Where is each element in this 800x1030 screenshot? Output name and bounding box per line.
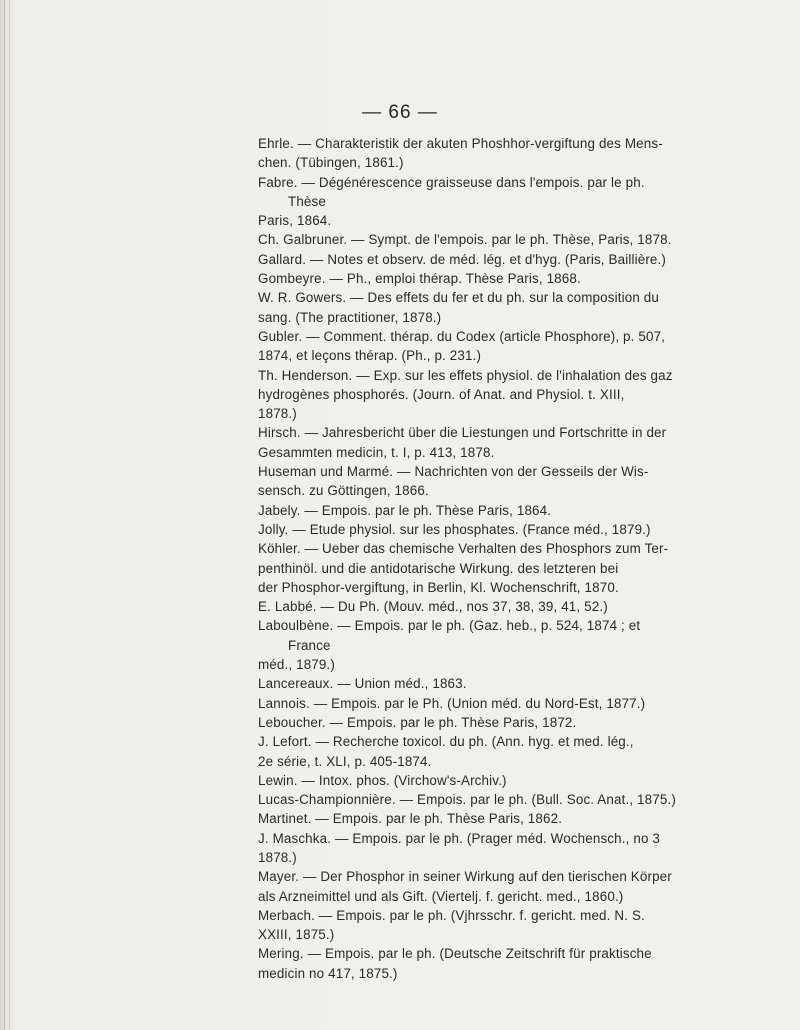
spine-edge	[4, 0, 5, 1030]
entry-line: Lucas-Championnière. — Empois. par le ph. (Bull. Soc. Anat., 1875.)	[258, 792, 676, 808]
entry-line: Martinet. — Empois. par le ph. Thèse Paris, 1862.	[258, 811, 563, 827]
page-number: — 66 —	[362, 102, 438, 123]
bibliography-entry	[258, 539, 678, 597]
entry-line: Lancereaux. — Union méd., 1863.	[258, 676, 467, 692]
bibliography-entry	[258, 694, 678, 713]
entry-line: sang. (The practitioner, 1878.)	[258, 309, 442, 325]
entry-line: Lannois. — Empois. par le Ph. (Union méd. du Nord-Est, 1877.)	[258, 695, 646, 711]
bibliography-entry	[258, 288, 678, 327]
entry-line: Jabely. — Empois. par le ph. Thèse Paris, 1864.	[258, 502, 552, 518]
entry-line: Leboucher. — Empois. par le ph. Thèse Paris, 1872.	[258, 714, 577, 730]
entry-line: 1874, et leçons thérap. (Ph., p. 231.)	[258, 348, 482, 364]
bibliography-entry	[258, 829, 678, 868]
entry-line: Ch. Galbruner. — Sympt. de l'empois. par le ph. Thèse, Paris, 1878.	[258, 232, 672, 248]
entry-line: 1878.)	[258, 406, 297, 422]
bibliography-entry	[258, 269, 678, 288]
entry-line: hydrogènes phosphorés. (Journ. of Anat. and Physiol. t. XIII,	[258, 386, 625, 402]
bibliography-entry	[258, 366, 678, 424]
entry-line: Paris, 1864.	[258, 213, 332, 229]
entry-line: Hirsch. — Jahresbericht über die Liestungen und Fortschritte in der	[258, 425, 667, 441]
entry-line: Köhler. — Ueber das chemische Verhalten des Phosphors zum Ter-	[258, 541, 669, 557]
entry-line: Laboulbène. — Empois. par le ph. (Gaz. heb., p. 524, 1874 ; et France	[258, 618, 641, 653]
entry-line: Th. Henderson. — Exp. sur les effets physiol. de l'inhalation des gaz	[258, 367, 673, 383]
bibliography-entry	[258, 327, 678, 366]
entry-line: XXIII, 1875.)	[258, 927, 335, 943]
bibliography-entry	[258, 867, 678, 906]
bibliography-entry	[258, 674, 678, 693]
entry-line: 2e série, t. XLI, p. 405-1874.	[258, 753, 432, 769]
entry-line: méd., 1879.)	[258, 657, 335, 673]
entry-line: W. R. Gowers. — Des effets du fer et du ph. sur la composition du	[258, 290, 659, 306]
spine-edge-inner	[9, 0, 10, 1030]
entry-line: E. Labbé. — Du Ph. (Mouv. méd., nos 37, 38, 39, 41, 52.)	[258, 599, 608, 615]
bibliography-list	[258, 134, 678, 983]
entry-line: Huseman und Marmé. — Nachrichten von der Gesseils der Wis-	[258, 464, 649, 480]
entry-line: medicin no 417, 1875.)	[258, 965, 398, 981]
bibliography-entry	[258, 809, 678, 828]
entry-line: J. Maschka. — Empois. par le ph. (Prager méd. Wochensch., no 3	[258, 830, 661, 846]
entry-line: Jolly. — Etude physiol. sur les phosphates. (France méd., 1879.)	[258, 521, 651, 537]
entry-line: Gallard. — Notes et observ. de méd. lég. et d'hyg. (Paris, Baillière.)	[258, 251, 667, 267]
bibliography-entry	[258, 423, 678, 462]
bibliography-entry	[258, 713, 678, 732]
entry-line: Mayer. — Der Phosphor in seiner Wirkung auf den tierischen Körper	[258, 869, 672, 885]
bibliography-entry	[258, 597, 678, 616]
bibliography-entry	[258, 906, 678, 945]
entry-line: Ehrle. — Charakteristik der akuten Phoshhor-vergiftung des Mens-	[258, 136, 663, 151]
entry-line: Lewin. — Intox. phos. (Virchow's-Archiv.)	[258, 772, 507, 788]
entry-line: der Phosphor-vergiftung, in Berlin, Kl. Wochenschrift, 1870.	[258, 579, 619, 595]
bibliography-entry	[258, 134, 678, 173]
entry-line: als Arzneimittel und als Gift. (Viertelj. f. gericht. med., 1860.)	[258, 888, 624, 904]
bibliography-entry	[258, 250, 678, 269]
bibliography-entry	[258, 732, 678, 771]
bibliography-entry	[258, 771, 678, 790]
entry-line: chen. (Tübingen, 1861.)	[258, 155, 404, 171]
entry-line: penthinöl. und die antidotarische Wirkung. des letzteren bei	[258, 560, 619, 576]
bibliography-entry	[258, 520, 678, 539]
entry-line: Fabre. — Dégénérescence graisseuse dans l'empois. par le ph. Thèse	[258, 174, 645, 209]
entry-line: J. Lefort. — Recherche toxicol. du ph. (Ann. hyg. et med. lég.,	[258, 734, 634, 750]
entry-line: sensch. zu Göttingen, 1866.	[258, 483, 429, 499]
bibliography-entry	[258, 230, 678, 249]
bibliography-entry	[258, 501, 678, 520]
bibliography-entry	[258, 616, 678, 674]
entry-line: Gesammten medicin, t. I, p. 413, 1878.	[258, 444, 495, 460]
entry-line: Gubler. — Comment. thérap. du Codex (article Phosphore), p. 507,	[258, 328, 666, 344]
bibliography-entry	[258, 944, 678, 983]
bibliography-entry	[258, 462, 678, 501]
entry-line: Merbach. — Empois. par le ph. (Vjhrsschr. f. gericht. med. N. S.	[258, 907, 645, 923]
entry-line: 1878.)	[258, 849, 297, 865]
entry-line: Gombeyre. — Ph., emploi thérap. Thèse Paris, 1868.	[258, 271, 581, 287]
entry-line: Mering. — Empois. par le ph. (Deutsche Zeitschrift für praktische	[258, 946, 652, 962]
bibliography-entry	[258, 173, 678, 231]
bibliography-entry	[258, 790, 678, 809]
